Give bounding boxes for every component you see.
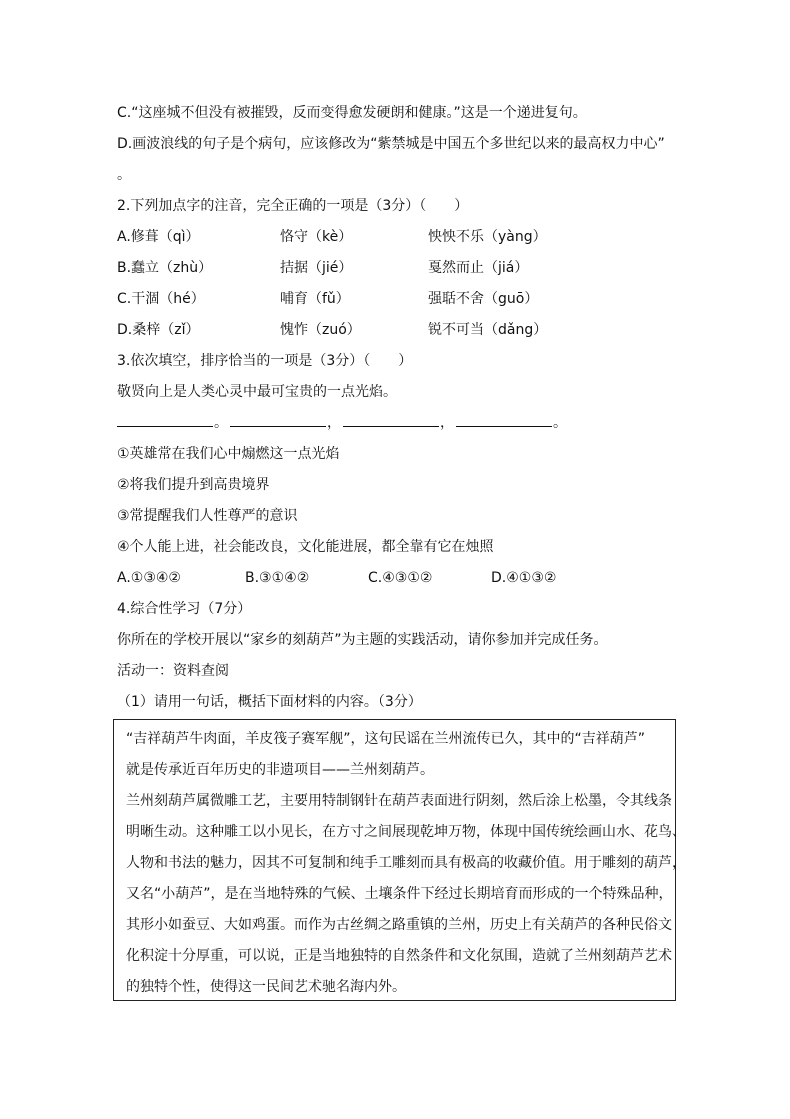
q2-option-a-3: 怏怏不乐（yàng） <box>428 229 547 245</box>
question-3-stem: 3.依次填空，排序恰当的一项是（3分）（ ） <box>117 353 413 369</box>
q2-option-c-3: 强聒不舍（guō） <box>428 291 539 307</box>
q2-option-b-2: 拮据（jié） <box>280 260 353 276</box>
material-line: 就是传承近百年历史的非遗项目——兰州刻葫芦。 <box>126 762 434 778</box>
question-3-intro: 敬贤向上是人类心灵中最可宝贵的一点光焰。 <box>117 384 397 400</box>
q2-option-a-1: A.修葺（qì） <box>117 229 200 245</box>
question-4-stem: 4.综合性学习（7分） <box>117 601 252 617</box>
q3-choice-b: B.③①④② <box>245 570 310 586</box>
q3-choice-c: C.④③①② <box>368 570 433 586</box>
q3-choices <box>117 563 687 594</box>
q3-blank-row <box>117 408 687 439</box>
q3-choice-a: A.①③④② <box>117 570 181 586</box>
q2-option-row <box>117 315 687 346</box>
q1-option-d: D.画波浪线的句子是个病句，应该修改为“紫禁城是中国五个多世纪以来的最高权力中心” <box>117 136 665 152</box>
q2-option-d-3: 锐不可当（dǎng） <box>428 322 548 338</box>
material-line: 人物和书法的魅力，因其不可复制和纯手工雕刻而具有极高的收藏价值。用于雕刻的葫芦， <box>126 855 686 871</box>
q2-option-c-2: 哺育（fǔ） <box>280 291 350 307</box>
document-page <box>117 98 687 718</box>
material-line: 兰州刻葫芦属微雕工艺，主要用特制钢针在葫芦表面进行阴刻，然后涂上松墨，令其线条 <box>126 793 672 809</box>
q2-option-row <box>117 284 687 315</box>
question-2-stem: 2.下列加点字的注音，完全正确的一项是（3分）（ ） <box>117 198 469 214</box>
blank-end: 。 <box>553 415 567 431</box>
q2-option-b-3: 戛然而止（jiá） <box>428 260 529 276</box>
q2-option-b-1: B.蠢立（zhù） <box>117 260 213 276</box>
q1-option-c: C.“这座城不但没有被摧毁，反而变得愈发硬朗和健康。”这是一个递进复句。 <box>117 105 587 121</box>
material-line: 明晰生动。这种雕工以小见长，在方寸之间展现乾坤万物，体现中国传统绘画山水、花鸟、 <box>126 824 686 840</box>
q1-option-d-period: 。 <box>117 167 131 183</box>
q3-item-1: ①英雄常在我们心中煽燃这一点光焰 <box>117 446 340 462</box>
material-box <box>113 719 686 1001</box>
q2-option-row <box>117 222 687 253</box>
material-line: “吉祥葫芦牛肉面，羊皮筏子赛军舰”，这句民谣在兰州流传已久，其中的“吉祥葫芦” <box>126 731 646 747</box>
q2-option-d-1: D.桑梓（zǐ） <box>117 322 200 338</box>
answer-blank[interactable] <box>230 408 326 427</box>
answer-blank[interactable] <box>456 408 552 427</box>
material-line: 的独特个性，使得这一民间艺术驰名海内外。 <box>126 979 406 995</box>
q3-item-4: ④个人能上进，社会能改良，文化能进展，都全靠有它在烛照 <box>117 539 494 555</box>
q2-option-a-2: 恪守（kè） <box>280 229 353 245</box>
material-line: 其形小如蚕豆、大如鸡蛋。而作为古丝绸之路重镇的兰州，历史上有关葫芦的各种民俗文 <box>126 917 672 933</box>
task-1-prompt: （1）请用一句话，概括下面材料的内容。（3分） <box>117 694 422 710</box>
question-4-intro: 你所在的学校开展以“家乡的刻葫芦”为主题的实践活动，请你参加并完成任务。 <box>117 632 608 648</box>
material-line: 化积淀十分厚重，可以说，正是当地独特的自然条件和文化氛围，造就了兰州刻葫芦艺术 <box>126 948 672 964</box>
q2-option-c-1: C.干涸（hé） <box>117 291 205 307</box>
activity-1-title: 活动一：资料查阅 <box>117 663 229 679</box>
answer-blank[interactable] <box>343 408 439 427</box>
blank-separator: ， <box>440 415 454 431</box>
q2-option-d-2: 愧怍（zuó） <box>280 322 361 338</box>
q2-option-row <box>117 253 687 284</box>
blank-separator: 。 <box>214 415 228 431</box>
q3-choice-d: D.④①③② <box>491 570 557 586</box>
answer-blank[interactable] <box>117 408 213 427</box>
q3-item-3: ③常提醒我们人性尊严的意识 <box>117 508 298 524</box>
blank-separator: ， <box>327 415 341 431</box>
q3-item-2: ②将我们提升到高贵境界 <box>117 477 270 493</box>
material-line: 又名“小葫芦”，是在当地特殊的气候、土壤条件下经过长期培育而形成的一个特殊品种， <box>126 886 673 902</box>
